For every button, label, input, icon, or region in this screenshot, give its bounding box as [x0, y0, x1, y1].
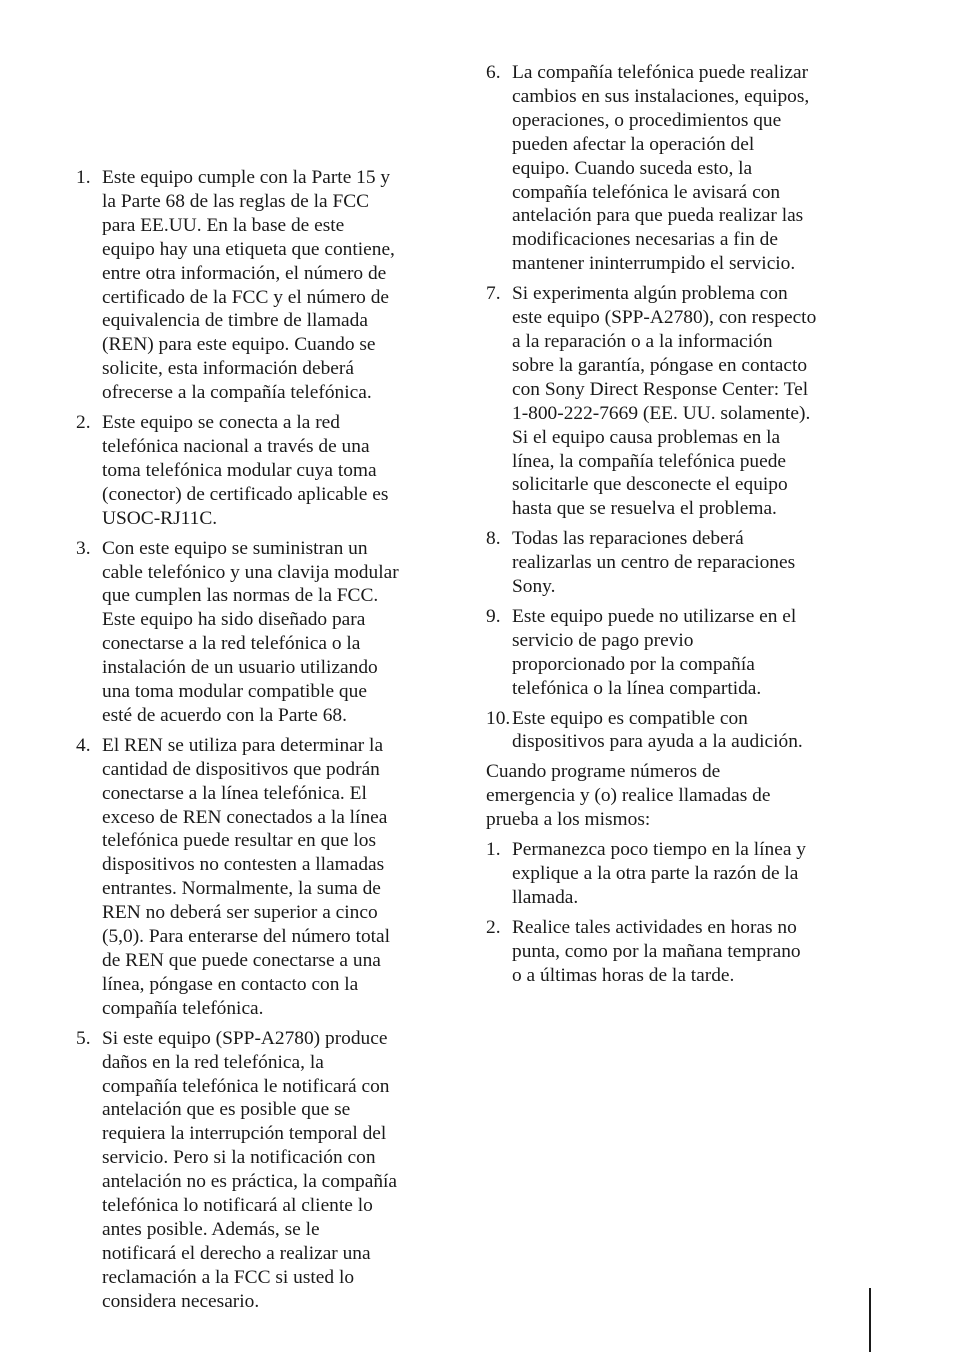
item-text: Con este equipo se suministran un cable telefónico y una clavija modular que cumplen las normas de la FCC. Este equipo ha sido diseñado para conectarse a la red telefónica o la instalación de un usuario utilizando una toma modular compatible que esté de acuerdo con la Parte 68.: [102, 537, 399, 726]
page-edge-rule: [869, 1288, 871, 1352]
item-number: 1.: [76, 167, 91, 188]
list-item-5: [76, 1027, 452, 1314]
item-number: 1.: [486, 839, 501, 861]
item-text: Este equipo se conecta a la red telefónica nacional a través de una toma telefónica modular cuya toma (conector) de certificado aplicable es USOC-RJ11C.: [102, 412, 389, 529]
item-number: 2.: [486, 916, 501, 938]
item-text: El REN se utiliza para determinar la cantidad de dispositivos que podrán conectarse a la línea telefónica. El exceso de REN conectados a la línea telefónica puede resultar en que los dispositivos no contesten a llamadas entrantes. Normalmente, la suma de REN no deberá ser superior a cinco (5,0). Para enterarse del número total de REN que puede conectarse a una línea, póngase en contacto con la compañía telefónica.: [102, 734, 391, 1019]
item-text: Permanezca poco tiempo en la línea y explique a la otra parte la razón de la llamada.: [512, 839, 806, 908]
list-item-4: [76, 734, 452, 1021]
item-number: 7.: [486, 283, 501, 305]
emergency-intro: Cuando programe números de emergencia y (o) realice llamadas de prueba a los mismos:: [486, 761, 771, 831]
list-item-9: [486, 605, 862, 701]
item-number: 9.: [486, 605, 501, 627]
emergency-item-1: [486, 838, 862, 910]
item-number: 5.: [76, 1027, 91, 1049]
list-item-1: [76, 166, 452, 405]
item-number: 2.: [76, 412, 91, 434]
item-number: 8.: [486, 528, 501, 550]
list-item-2: [76, 411, 452, 531]
list-item-10: [486, 707, 862, 755]
item-text: Este equipo cumple con la Parte 15 y la Parte 68 de las reglas de la FCC para EE.UU. En la base de este equipo hay una etiqueta que contiene, entre otra información, el número de certificado de la FCC y el número de equivalencia de timbre de llamada (REN) para este equipo. Cuando se solicite, esta información deberá ofrecerse a la compañía telefónica.: [102, 167, 395, 404]
item-text: Si este equipo (SPP-A2780) produce daños en la red telefónica, la compañía telefónica le notificará con antelación que es posible que se requiera la interrupción temporal del servicio. Pero si la notificación con antelación no es práctica, la compañía telefónica lo notificará al cliente lo antes posible. Además, se le notificará el derecho a realizar una reclamación a la FCC si usted lo considera necesario.: [102, 1027, 398, 1312]
emergency-item-2: [486, 916, 862, 988]
item-text: La compañía telefónica puede realizar cambios en sus instalaciones, equipos, operaciones, o procedimientos que pueden afectar la operación del equipo. Cuando suceda esto, la compañía telefónica le avisará con antelación para que pueda realizar las modificaciones necesarias a fin de mantener ininterrumpido el servicio.: [512, 62, 810, 275]
item-number: 4.: [76, 734, 91, 756]
list-item-6: [486, 61, 862, 276]
item-text: Este equipo es compatible con dispositivos para ayuda a la audición.: [512, 707, 803, 753]
item-number: 3.: [76, 537, 91, 559]
list-item-8: [486, 527, 862, 599]
list-item-3: [76, 537, 452, 728]
item-text: Todas las reparaciones deberá realizarlas un centro de reparaciones Sony.: [512, 528, 796, 598]
item-text: Si experimenta algún problema con este equipo (SPP-A2780), con respecto a la reparación o a la información sobre la garantía, póngase en contacto con Sony Direct Response Center: Tel 1-800-222-7669 (EE. UU. solamente). Si el equipo causa problemas en la línea, la compañía telefónica puede solicitarle que desconecte el equipo hasta que se resuelva el problema.: [512, 283, 817, 520]
right-column: [486, 61, 862, 994]
item-number: 6.: [486, 62, 501, 83]
item-number: 10.: [486, 707, 511, 729]
item-text: Realice tales actividades en horas no punta, como por la mañana temprano o a últimas horas de la tarde.: [512, 916, 801, 986]
item-text: Este equipo puede no utilizarse en el servicio de pago previo proporcionado por la compañía telefónica o la línea compartida.: [512, 605, 797, 699]
list-item-7: [486, 282, 862, 521]
left-column: [76, 166, 452, 1320]
